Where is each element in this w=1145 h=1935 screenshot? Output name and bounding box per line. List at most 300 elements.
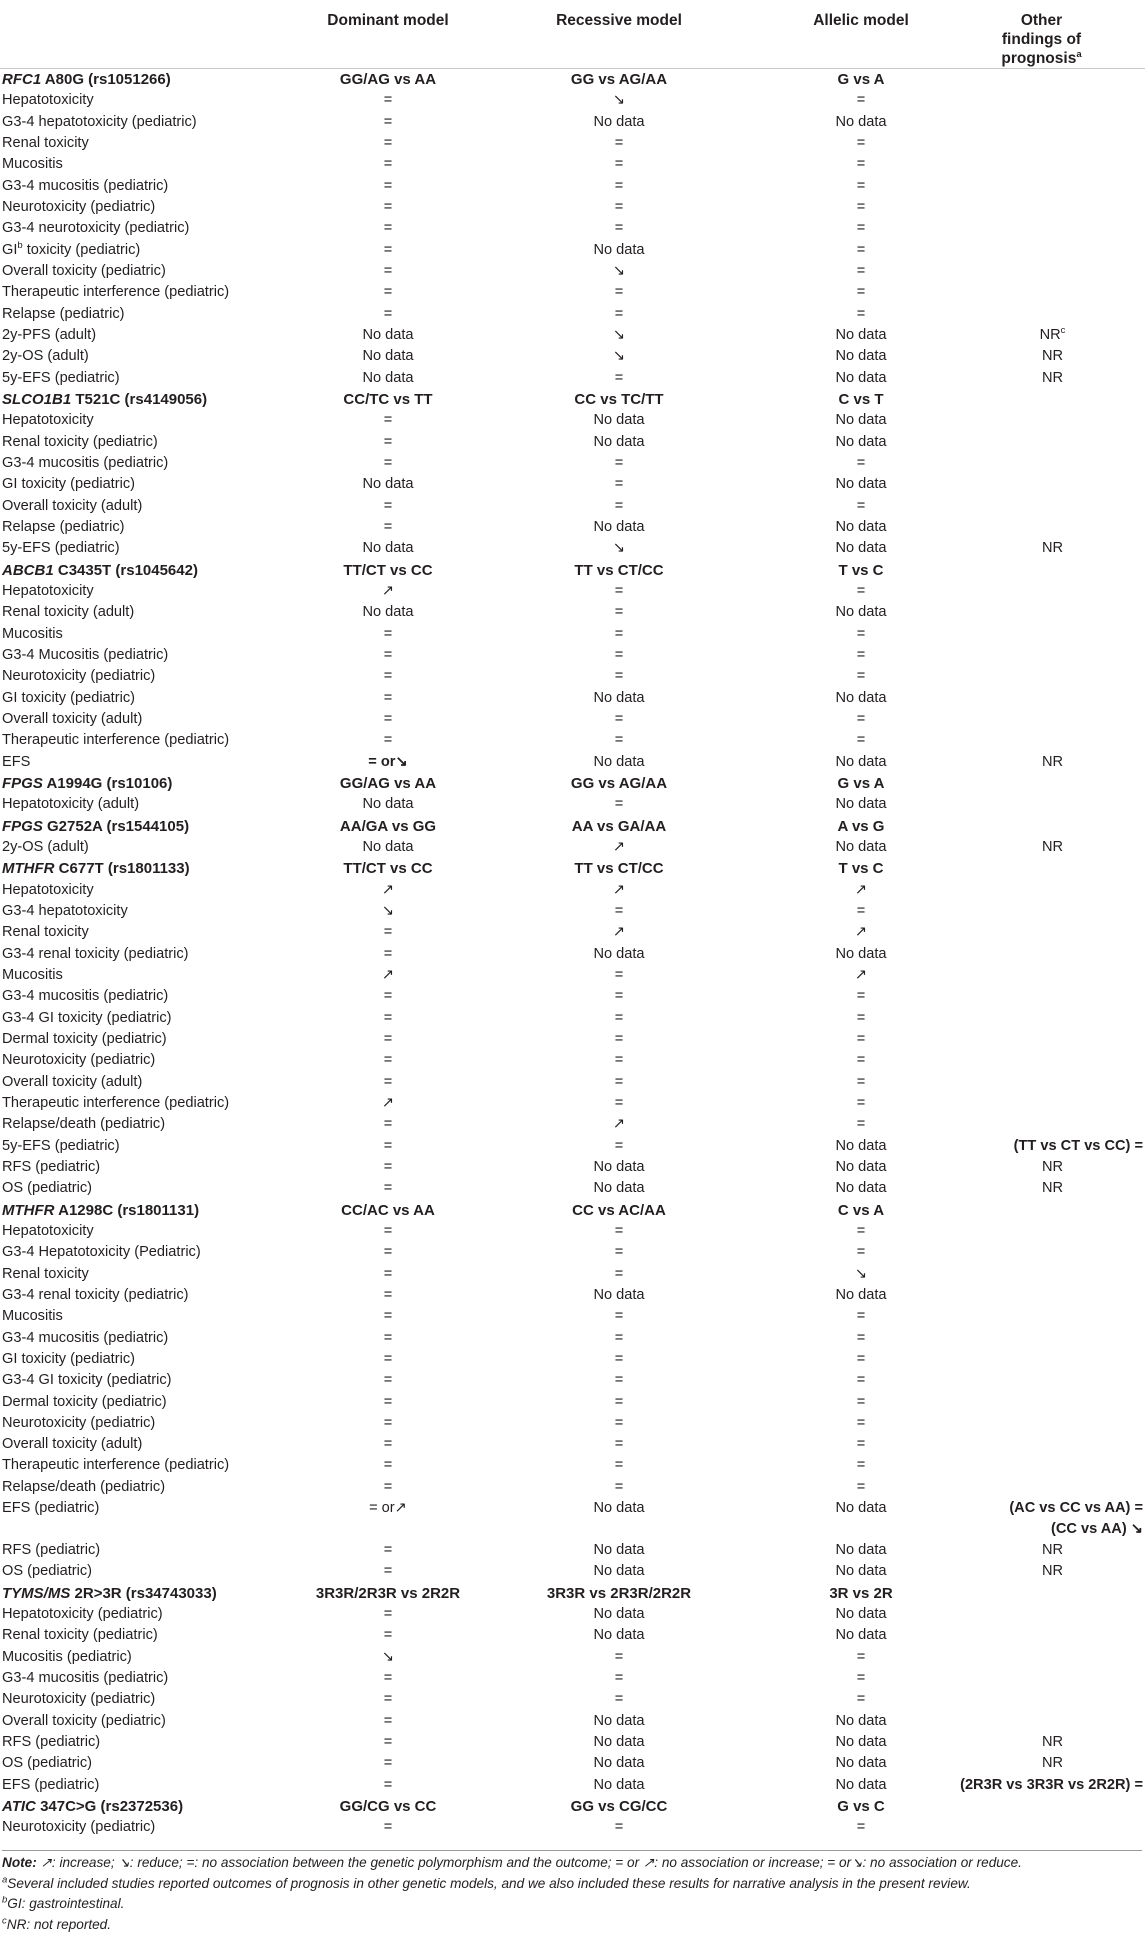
- dominant-cell: [300, 1306, 476, 1327]
- dominant-value: =: [384, 434, 393, 450]
- allelic-value: =: [857, 1074, 866, 1090]
- outcome-cell: [0, 922, 300, 943]
- allelic-value: No data: [835, 839, 886, 855]
- header-other-text: Other findings of prognosis$^a$: [960, 11, 1123, 68]
- recessive-cell: [476, 197, 762, 218]
- allelic-value: =: [857, 1351, 866, 1367]
- allelic-cell: [762, 1285, 960, 1306]
- allelic-value: =: [857, 988, 866, 1004]
- allelic-cell: [762, 453, 960, 474]
- table-row: [0, 1413, 1145, 1434]
- allelic-cell: [762, 154, 960, 175]
- recessive-value: =: [615, 1330, 624, 1346]
- other-cell: [960, 538, 1145, 559]
- allelic-value: No data: [835, 1180, 886, 1196]
- dominant-value: =: [384, 626, 393, 642]
- allelic-cell: [762, 1817, 960, 1838]
- recessive-value: No data: [593, 946, 644, 962]
- outcome-cell: [0, 1157, 300, 1178]
- recessive-value: =: [615, 1691, 624, 1707]
- dominant-cell: [300, 112, 476, 133]
- table-row: [0, 1370, 1145, 1391]
- outcome-label: Mucositis (pediatric): [2, 1649, 132, 1665]
- allelic-value: C vs T: [838, 391, 883, 408]
- recessive-cell: [476, 709, 762, 730]
- table-row: [0, 1561, 1145, 1582]
- other-cell: [960, 1263, 1145, 1284]
- other-cell: [960, 709, 1145, 730]
- allelic-value: A vs G: [838, 818, 885, 835]
- other-cell: [960, 773, 1145, 794]
- outcome-cell: [0, 90, 300, 111]
- allelic-cell: [762, 1114, 960, 1135]
- recessive-cell: [476, 453, 762, 474]
- recessive-value: CC vs TC/TT: [574, 391, 663, 408]
- recessive-cell: [476, 1817, 762, 1838]
- allelic-cell: [762, 1583, 960, 1604]
- dominant-cell: [300, 922, 476, 943]
- outcome-label: Neurotoxicity (pediatric): [2, 1052, 155, 1068]
- table-row: [0, 1689, 1145, 1710]
- table-row: [0, 1349, 1145, 1370]
- dominant-cell: [300, 304, 476, 325]
- recessive-cell: [476, 1029, 762, 1050]
- outcome-label: Relapse/death (pediatric): [2, 1116, 165, 1132]
- dominant-value: ↗: [382, 1095, 394, 1111]
- recessive-value: No data: [593, 754, 644, 770]
- allelic-value: =: [857, 732, 866, 748]
- allelic-cell: [762, 368, 960, 389]
- recessive-cell: [476, 1157, 762, 1178]
- table-row: [0, 581, 1145, 602]
- table-row: [0, 1285, 1145, 1306]
- other-value: NR: [1042, 1159, 1063, 1175]
- other-cell: [960, 282, 1145, 303]
- allelic-value: =: [857, 711, 866, 727]
- allelic-cell: [762, 666, 960, 687]
- dominant-cell: [300, 752, 476, 773]
- allelic-cell: [762, 261, 960, 282]
- allelic-value: =: [857, 1457, 866, 1473]
- gene-row: [0, 858, 1145, 879]
- allelic-cell: [762, 1689, 960, 1710]
- dominant-value: = or↘: [368, 754, 407, 770]
- dominant-cell: [300, 218, 476, 239]
- recessive-value: =: [615, 220, 624, 236]
- dominant-cell: [300, 1561, 476, 1582]
- outcome-label: Overall toxicity (pediatric): [2, 1713, 166, 1729]
- allelic-value: =: [857, 1436, 866, 1452]
- dominant-cell: [300, 1604, 476, 1625]
- outcome-label: Hepatotoxicity: [2, 1223, 94, 1239]
- dominant-cell: [300, 1498, 476, 1540]
- recessive-cell: [476, 1285, 762, 1306]
- gene-symbol: SLCO1B1: [2, 391, 71, 408]
- recessive-value: No data: [593, 1542, 644, 1558]
- dominant-value: =: [384, 1372, 393, 1388]
- outcome-label: Overall toxicity (adult): [2, 1436, 142, 1452]
- dominant-value: =: [384, 455, 393, 471]
- recessive-value: ↗: [613, 1116, 625, 1132]
- table-row: [0, 624, 1145, 645]
- allelic-cell: [762, 773, 960, 794]
- allelic-value: =: [857, 1415, 866, 1431]
- outcome-cell: [0, 879, 300, 900]
- footnote-b-sup: b: [2, 1894, 7, 1905]
- outcome-label: Overall toxicity (pediatric): [2, 263, 166, 279]
- dominant-cell: [300, 1370, 476, 1391]
- other-cell: [960, 1327, 1145, 1348]
- recessive-cell: [476, 261, 762, 282]
- other-cell: [960, 197, 1145, 218]
- dominant-cell: [300, 837, 476, 858]
- dominant-cell: [300, 581, 476, 602]
- outcome-label: G3-4 Mucositis (pediatric): [2, 647, 168, 663]
- dominant-value: ↗: [382, 882, 394, 898]
- recessive-cell: [476, 1349, 762, 1370]
- other-cell: [960, 1093, 1145, 1114]
- variant-label: C677T (rs1801133): [59, 860, 190, 877]
- allelic-cell: [762, 474, 960, 495]
- recessive-value: =: [615, 1010, 624, 1026]
- other-cell: [960, 986, 1145, 1007]
- table-footnotes: [2, 1850, 1142, 1935]
- outcome-cell: [0, 688, 300, 709]
- other-cell: [960, 1135, 1145, 1156]
- table-row: [0, 176, 1145, 197]
- other-cell: [960, 1413, 1145, 1434]
- recessive-cell: [476, 901, 762, 922]
- allelic-cell: [762, 1413, 960, 1434]
- recessive-cell: [476, 133, 762, 154]
- recessive-value: =: [615, 1351, 624, 1367]
- table-row: [0, 1114, 1145, 1135]
- recessive-cell: [476, 730, 762, 751]
- recessive-value: No data: [593, 1606, 644, 1622]
- recessive-value: =: [615, 1223, 624, 1239]
- table-row: [0, 282, 1145, 303]
- allelic-value: =: [857, 242, 866, 258]
- header-other: [960, 0, 1145, 69]
- outcome-label: Therapeutic interference (pediatric): [2, 284, 229, 300]
- allelic-cell: [762, 943, 960, 964]
- recessive-cell: [476, 1583, 762, 1604]
- dominant-cell: [300, 1007, 476, 1028]
- recessive-value: =: [615, 1266, 624, 1282]
- dominant-cell: [300, 1242, 476, 1263]
- other-cell: [960, 752, 1145, 773]
- outcome-cell: [0, 1455, 300, 1476]
- outcome-cell: [0, 304, 300, 325]
- recessive-value: ↗: [613, 882, 625, 898]
- outcome-cell: [0, 538, 300, 559]
- recessive-cell: [476, 1647, 762, 1668]
- outcome-label: 5y-EFS (pediatric): [2, 370, 120, 386]
- other-cell: [960, 304, 1145, 325]
- recessive-cell: [476, 1050, 762, 1071]
- allelic-cell: [762, 1498, 960, 1540]
- dominant-value: =: [384, 1734, 393, 1750]
- table-row: [0, 368, 1145, 389]
- allelic-cell: [762, 1221, 960, 1242]
- outcome-label: G3-4 Hepatotoxicity (Pediatric): [2, 1244, 201, 1260]
- other-value: NR: [1042, 370, 1063, 386]
- dominant-cell: [300, 133, 476, 154]
- dominant-cell: [300, 943, 476, 964]
- allelic-cell: [762, 560, 960, 581]
- table-row: [0, 432, 1145, 453]
- recessive-value: =: [615, 1074, 624, 1090]
- other-cell: [960, 1157, 1145, 1178]
- other-value: NR: [1042, 839, 1063, 855]
- gene-symbol: RFC1: [2, 71, 41, 88]
- recessive-value: =: [615, 455, 624, 471]
- recessive-cell: [476, 1093, 762, 1114]
- dominant-cell: [300, 1199, 476, 1220]
- dominant-value: =: [384, 1138, 393, 1154]
- recessive-value: TT vs CT/CC: [574, 562, 663, 579]
- other-cell: [960, 1604, 1145, 1625]
- dominant-cell: [300, 1477, 476, 1498]
- recessive-cell: [476, 1732, 762, 1753]
- dominant-value: =: [384, 284, 393, 300]
- dominant-value: =: [384, 946, 393, 962]
- other-value: (AC vs CC vs AA) =: [1009, 1500, 1143, 1516]
- dominant-value: =: [384, 1479, 393, 1495]
- outcome-label: Relapse (pediatric): [2, 306, 124, 322]
- dominant-value: =: [384, 1670, 393, 1686]
- allelic-cell: [762, 624, 960, 645]
- dominant-cell: [300, 730, 476, 751]
- gene-name-cell: [0, 1199, 300, 1220]
- gene-symbol: TYMS/MS: [2, 1585, 70, 1602]
- table-row: [0, 1093, 1145, 1114]
- outcome-cell: [0, 1434, 300, 1455]
- other-cell: [960, 1668, 1145, 1689]
- outcome-label: Hepatotoxicity: [2, 92, 94, 108]
- allelic-cell: [762, 645, 960, 666]
- dominant-cell: [300, 176, 476, 197]
- recessive-cell: [476, 858, 762, 879]
- recessive-value: No data: [593, 412, 644, 428]
- other-cell: [960, 1477, 1145, 1498]
- other-cell: [960, 581, 1145, 602]
- outcome-cell: [0, 1817, 300, 1838]
- dominant-cell: [300, 1625, 476, 1646]
- recessive-value: =: [615, 156, 624, 172]
- outcome-label: OS (pediatric): [2, 1180, 92, 1196]
- outcome-label: OS (pediatric): [2, 1755, 92, 1771]
- other-value: (2R3R vs 3R3R vs 2R2R) =: [960, 1777, 1143, 1793]
- allelic-value: No data: [835, 946, 886, 962]
- table-row: [0, 1711, 1145, 1732]
- table-row: [0, 453, 1145, 474]
- recessive-cell: [476, 1540, 762, 1561]
- allelic-value: No data: [835, 540, 886, 556]
- allelic-value: ↗: [855, 882, 867, 898]
- recessive-cell: [476, 1434, 762, 1455]
- table-row: [0, 1434, 1145, 1455]
- outcome-cell: [0, 1711, 300, 1732]
- outcome-label: GI toxicity (pediatric): [2, 1351, 135, 1367]
- gene-name-cell: [0, 560, 300, 581]
- dominant-value: =: [384, 1074, 393, 1090]
- dominant-value: =: [384, 1159, 393, 1175]
- other-cell: [960, 496, 1145, 517]
- outcome-label: Hepatotoxicity: [2, 583, 94, 599]
- gene-symbol: ATIC: [2, 1798, 36, 1815]
- table-row: [0, 1391, 1145, 1412]
- outcome-label: Mucositis: [2, 156, 63, 172]
- allelic-cell: [762, 1604, 960, 1625]
- outcome-label: G3-4 renal toxicity (pediatric): [2, 1287, 189, 1303]
- dominant-cell: [300, 261, 476, 282]
- recessive-value: =: [615, 498, 624, 514]
- recessive-value: =: [615, 1138, 624, 1154]
- gene-symbol: ABCB1: [2, 562, 54, 579]
- allelic-cell: [762, 69, 960, 91]
- dominant-value: =: [384, 92, 393, 108]
- recessive-value: TT vs CT/CC: [574, 860, 663, 877]
- allelic-cell: [762, 346, 960, 367]
- other-cell: [960, 154, 1145, 175]
- other-cell: [960, 858, 1145, 879]
- dominant-value: AA/GA vs GG: [340, 818, 436, 835]
- dominant-value: =: [384, 924, 393, 940]
- outcome-label: Neurotoxicity (pediatric): [2, 668, 155, 684]
- allelic-value: =: [857, 583, 866, 599]
- outcome-cell: [0, 133, 300, 154]
- gene-row: [0, 1583, 1145, 1604]
- dominant-value: =: [384, 668, 393, 684]
- other-cell: [960, 474, 1145, 495]
- other-cell: [960, 368, 1145, 389]
- recessive-value: No data: [593, 434, 644, 450]
- other-cell: [960, 1285, 1145, 1306]
- outcome-cell: [0, 1775, 300, 1796]
- table-row: [0, 304, 1145, 325]
- dominant-cell: [300, 1178, 476, 1199]
- dominant-value: =: [384, 1010, 393, 1026]
- allelic-value: T vs C: [838, 860, 883, 877]
- allelic-value: =: [857, 284, 866, 300]
- recessive-cell: [476, 1391, 762, 1412]
- gene-name-cell: [0, 389, 300, 410]
- allelic-value: G vs C: [837, 1798, 885, 1815]
- dominant-cell: [300, 1455, 476, 1476]
- gene-row: [0, 560, 1145, 581]
- recessive-cell: [476, 1604, 762, 1625]
- other-cell: [960, 1349, 1145, 1370]
- allelic-cell: [762, 240, 960, 261]
- allelic-cell: [762, 1242, 960, 1263]
- footnote-c: [2, 1915, 1142, 1935]
- dominant-value: =: [384, 1266, 393, 1282]
- outcome-label: Therapeutic interference (pediatric): [2, 1095, 229, 1111]
- other-cell: [960, 794, 1145, 815]
- gene-name-cell: [0, 69, 300, 91]
- outcome-label: Renal toxicity: [2, 1266, 89, 1282]
- dominant-cell: [300, 1029, 476, 1050]
- variant-label: A80G (rs1051266): [45, 71, 171, 88]
- table-row: [0, 474, 1145, 495]
- other-value: NR: [1042, 540, 1063, 556]
- dominant-cell: [300, 517, 476, 538]
- table-row: [0, 90, 1145, 111]
- dominant-value: =: [384, 1755, 393, 1771]
- outcome-cell: [0, 1753, 300, 1774]
- dominant-cell: [300, 1732, 476, 1753]
- dominant-value: =: [384, 1308, 393, 1324]
- allelic-value: =: [857, 1670, 866, 1686]
- outcome-cell: [0, 581, 300, 602]
- recessive-cell: [476, 815, 762, 836]
- allelic-cell: [762, 1178, 960, 1199]
- allelic-cell: [762, 1668, 960, 1689]
- other-cell: [960, 432, 1145, 453]
- allelic-value: No data: [835, 1755, 886, 1771]
- allelic-value: 3R vs 2R: [829, 1585, 892, 1602]
- allelic-cell: [762, 1561, 960, 1582]
- dominant-value: No data: [362, 604, 413, 620]
- footnote-b: [2, 1894, 1142, 1915]
- other-cell: [960, 1306, 1145, 1327]
- dominant-cell: [300, 1540, 476, 1561]
- recessive-value: ↘: [613, 327, 625, 343]
- other-cell: [960, 1583, 1145, 1604]
- outcome-label: 2y-PFS (adult): [2, 327, 96, 343]
- outcome-label: Overall toxicity (adult): [2, 498, 142, 514]
- recessive-cell: [476, 986, 762, 1007]
- outcome-cell: [0, 1093, 300, 1114]
- other-cell: [960, 624, 1145, 645]
- recessive-cell: [476, 282, 762, 303]
- allelic-cell: [762, 1029, 960, 1050]
- dominant-value: =: [384, 1819, 393, 1835]
- allelic-value: No data: [835, 327, 886, 343]
- dominant-cell: [300, 709, 476, 730]
- outcome-cell: [0, 346, 300, 367]
- other-cell: [960, 1242, 1145, 1263]
- dominant-value: No data: [362, 540, 413, 556]
- dominant-cell: [300, 879, 476, 900]
- recessive-value: No data: [593, 1777, 644, 1793]
- allelic-cell: [762, 837, 960, 858]
- allelic-cell: [762, 1263, 960, 1284]
- allelic-value: =: [857, 156, 866, 172]
- dominant-cell: [300, 645, 476, 666]
- gene-name-cell: [0, 815, 300, 836]
- allelic-value: =: [857, 1372, 866, 1388]
- footnote-c-sup: c: [2, 1915, 7, 1926]
- recessive-cell: [476, 1007, 762, 1028]
- allelic-value: No data: [835, 348, 886, 364]
- table-row: [0, 1221, 1145, 1242]
- allelic-cell: [762, 1732, 960, 1753]
- other-cell: [960, 133, 1145, 154]
- dominant-value: =: [384, 156, 393, 172]
- outcome-cell: [0, 709, 300, 730]
- footnote-a-text: Several included studies reported outcomes of prognosis in other genetic models, and we also included these results for narrative analysis in the present review.: [7, 1876, 970, 1891]
- dominant-value: =: [384, 1415, 393, 1431]
- outcome-label: Neurotoxicity (pediatric): [2, 1691, 155, 1707]
- table-row: [0, 602, 1145, 623]
- outcome-label: 2y-OS (adult): [2, 839, 89, 855]
- other-cell: [960, 922, 1145, 943]
- table-row: [0, 496, 1145, 517]
- dominant-cell: [300, 154, 476, 175]
- table-row: [0, 645, 1145, 666]
